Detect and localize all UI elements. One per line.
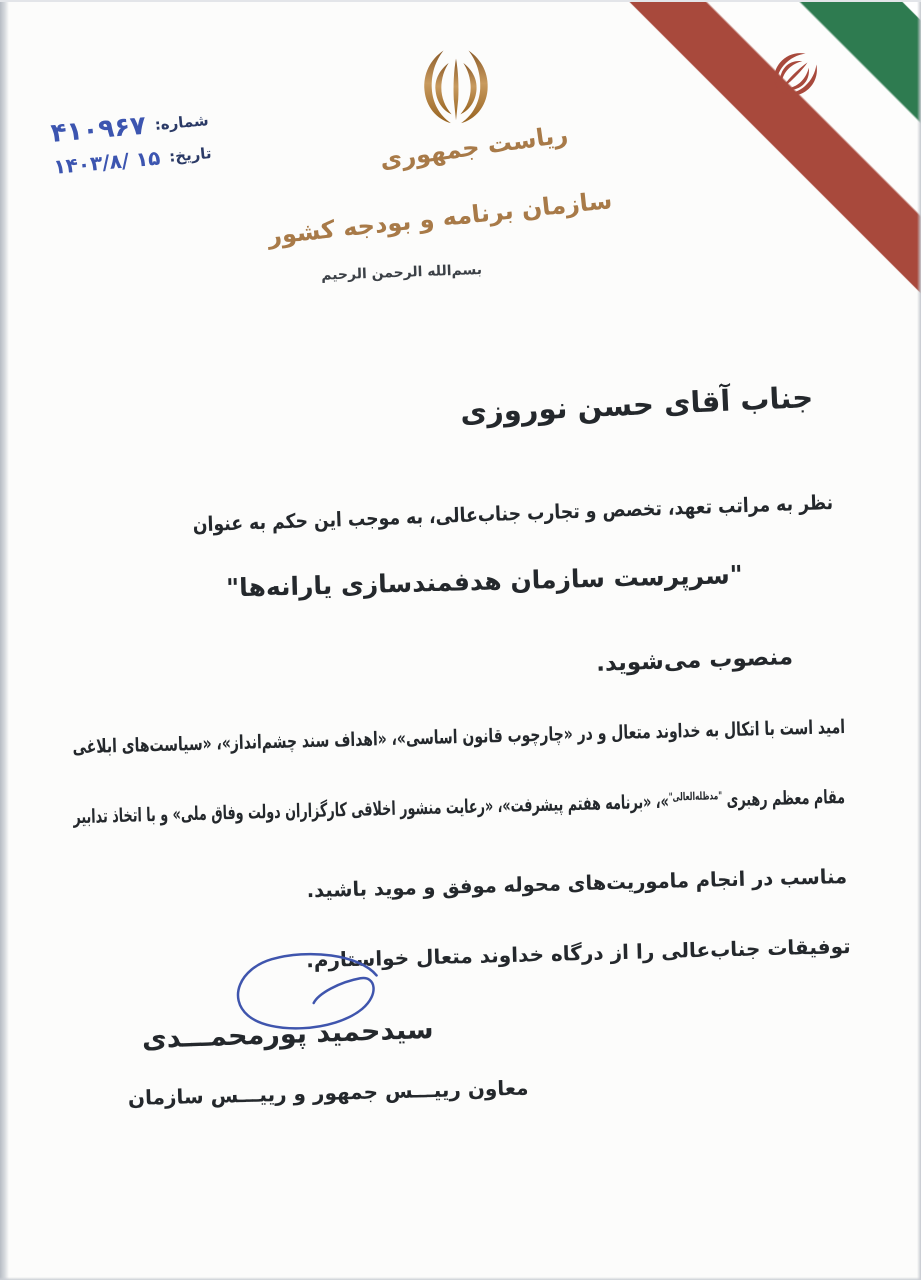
scan-edge-left bbox=[0, 0, 9, 1280]
appointment-line: منصوب می‌شوید. bbox=[595, 644, 794, 677]
body-line-2-text: مقام معظم رهبری bbox=[726, 786, 846, 812]
date-value: ۱۴۰۳/۸/ ۱۵ bbox=[52, 145, 162, 179]
header-organization: سازمان برنامه و بودجه کشور bbox=[266, 186, 614, 251]
signer-name: سیدحمید پورمحمـــدی bbox=[141, 1013, 435, 1055]
number-value: ۴۱۰۹۶۷ bbox=[49, 110, 148, 149]
signer-title: معاون رییـــس جمهور و رییـــس سازمان bbox=[127, 1075, 529, 1110]
number-label: شماره: bbox=[153, 111, 210, 134]
body-line-1: امید است با اتکال به خداوند متعال و در «چارچوب قانون اساسی»، «اهداف سند چشم‌انداز»، «سیاست‌های ابلاغی bbox=[72, 716, 846, 759]
body-line-4: توفیقات جناب‌عالی را از درگاه خداوند متعال خواستارم. bbox=[306, 934, 852, 973]
header-presidency: ریاست جمهوری bbox=[378, 120, 570, 175]
iran-flag-ribbon-icon bbox=[621, 0, 921, 300]
letter-meta-block bbox=[49, 105, 213, 185]
position-title: "سرپرست سازمان هدفمندسازی یارانه‌ها" bbox=[226, 560, 744, 603]
body-line-3: مناسب در انجام ماموریت‌های محوله موفق و موید باشید. bbox=[306, 864, 848, 903]
body-line-2-continued: »، «برنامه هفتم پیشرفت»، «رعایت منشور اخلاقی کارگزاران دولت وفاق ملی» و با اتخاذ تدابیر bbox=[73, 790, 670, 829]
body-line-2 bbox=[73, 786, 846, 829]
scan-edge-right bbox=[917, 0, 921, 1280]
honorific-superscript: "مدظله‌العالی" bbox=[668, 789, 723, 804]
iran-emblem-flag-icon bbox=[756, 34, 837, 115]
scan-edge-top bbox=[0, 0, 921, 2]
bismillah-text: بسم‌الله الرحمن الرحیم bbox=[320, 262, 483, 284]
addressee-name: جناب آقای حسن نوروزی bbox=[459, 380, 814, 430]
intro-line: نظر به مراتب تعهد، تخصص و تجارب جناب‌عالی، به موجب این حکم به عنوان bbox=[192, 490, 834, 537]
iran-emblem-gold-icon bbox=[412, 36, 500, 134]
date-label: تاریخ: bbox=[168, 144, 213, 166]
